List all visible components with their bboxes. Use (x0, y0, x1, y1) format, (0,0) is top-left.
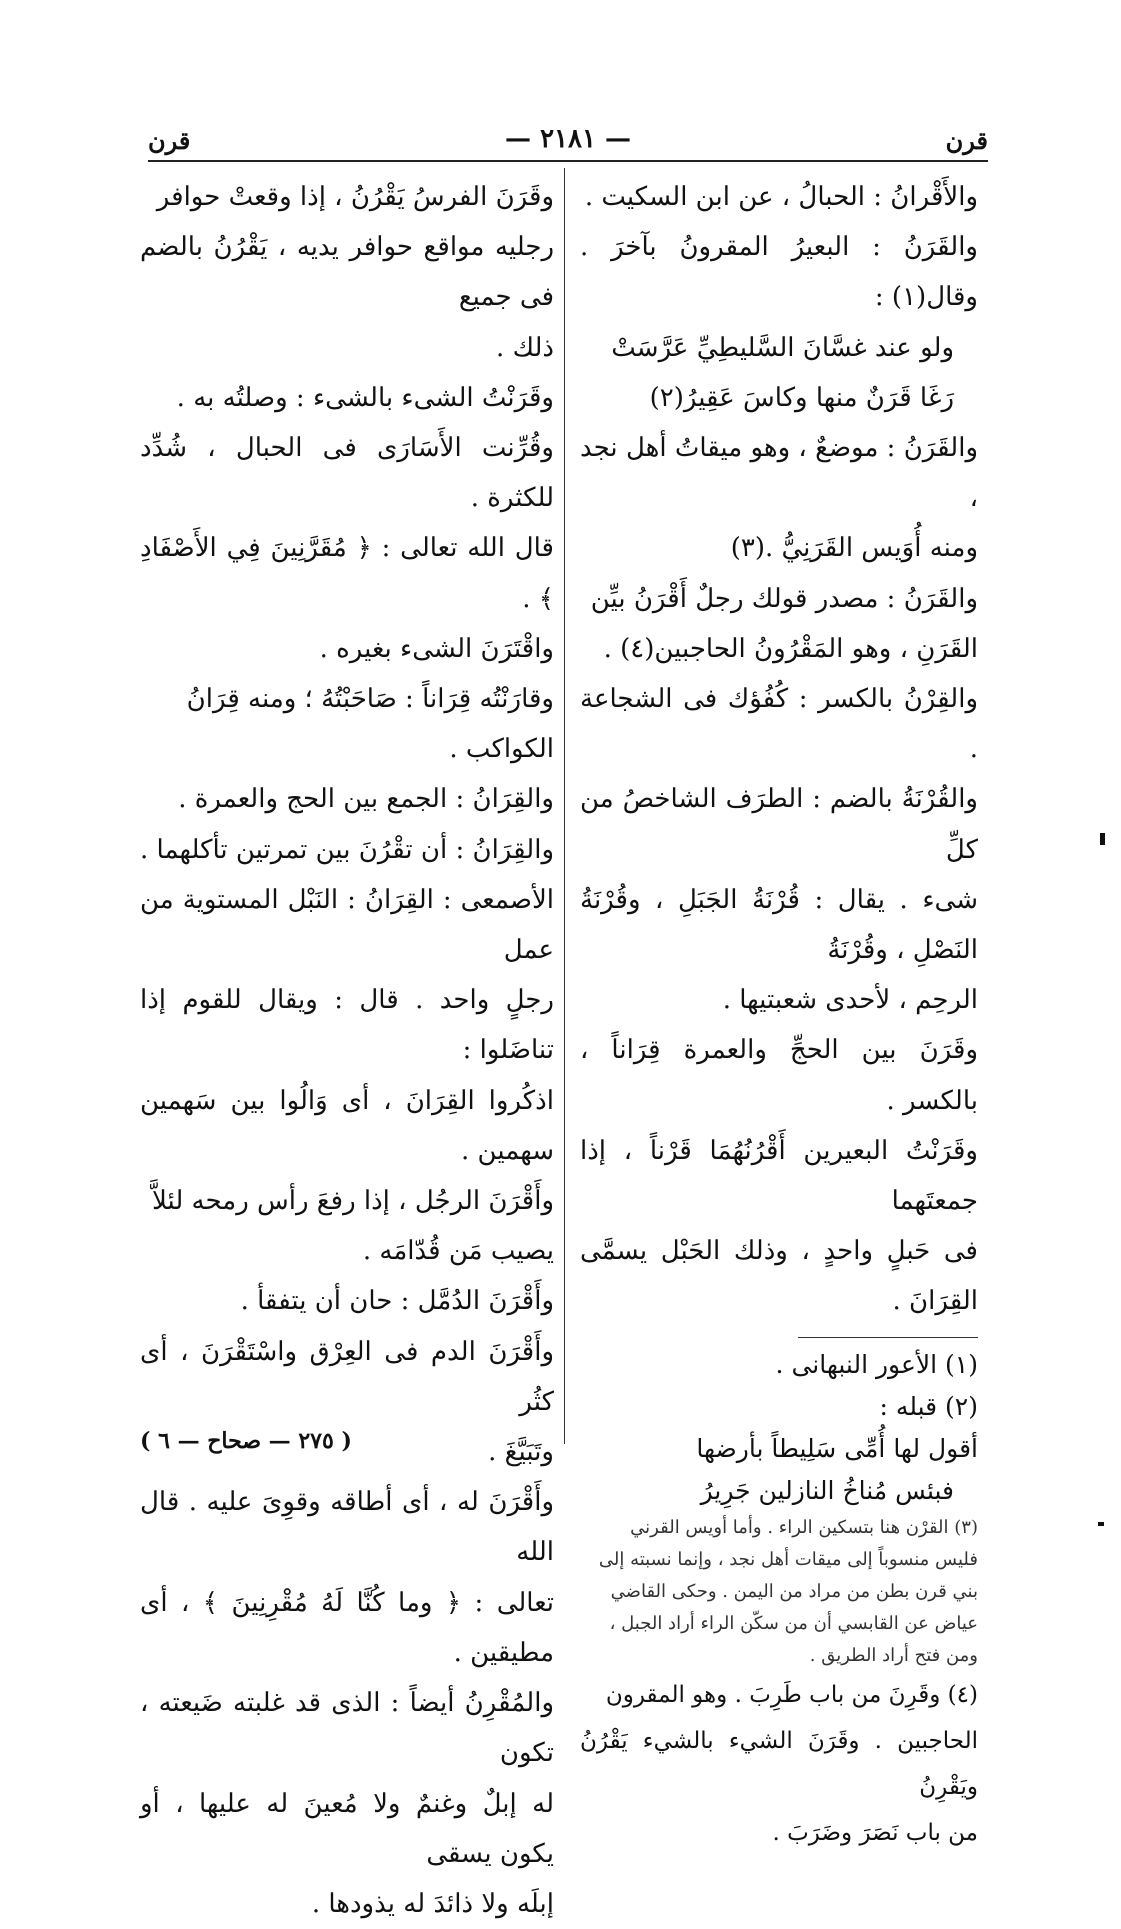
text-line: وقَرَنَ بين الحجِّ والعمرة قِرَاناً ، بالكسر . (580, 1035, 978, 1116)
text-line: والقِرْنُ بالكسر : كُفُؤك فى الشجاعة . (580, 684, 978, 765)
footnote-4-line: من باب نَصَرَ وضَرَبَ . (772, 1819, 978, 1846)
header-rule (148, 160, 988, 162)
footnote-rule (798, 1337, 978, 1338)
text-line: ومنه أُوَيس القَرَنِيُّ .(٣) (730, 533, 978, 564)
verse-line: ولو عند غسَّانَ السَّليطِيِّ عَرَّسَتْ (611, 332, 954, 363)
footnote-3-line: عياض عن القابسي أن من سكّن الراء أراد الجبل ، (609, 1612, 978, 1634)
footnote-2-label: (٢) قبله : (879, 1391, 978, 1421)
text-line: رجلٍ واحد . قال : ويقال للقوم إذا تناضَلوا : (140, 985, 554, 1066)
text-line: الكواكب . (449, 734, 554, 765)
page-number: — ٢١٨١ — (505, 124, 631, 154)
text-line: واقْتَرَنَ الشىء بغيره . (319, 633, 554, 664)
left-column (140, 172, 554, 1929)
footnote-3-line: ومن فتح أراد الطريق . (809, 1644, 978, 1666)
footnote-3-line: فليس منسوباً إلى ميقات أهل نجد ، وإنما نسبته إلى (598, 1548, 978, 1570)
footnote-4-line: الحاجبين . وقَرَنَ الشيء بالشيء يَقْرُنُ ويَقْرِنُ (580, 1727, 978, 1800)
footnote-2-verse: أقول لها أُمِّى سَلِيطاً بأرضها (696, 1433, 978, 1463)
text-line: يصيب مَن قُدّامَه . (362, 1236, 554, 1267)
footnote-1: (١) الأعور النبهانى . (775, 1349, 978, 1379)
scan-mark (1098, 1522, 1104, 1526)
footnote-4-line: (٤) وقَرِنَ من باب طَرِبَ . وهو المقرون (605, 1681, 978, 1708)
text-line: الأصمعى : القِرَانُ : النَبْل المستوية من عمل (140, 884, 554, 966)
page-header (148, 120, 988, 160)
text-line: وأَقْرَنَ الدم فى العِرْق واسْتَقْرَنَ ، أى كثُر (140, 1336, 554, 1417)
text-line: وأَقْرَنَ الرجُل ، إذا رفعَ رأس رمحه لئلاَّ (152, 1186, 554, 1217)
text-line: وقَرَنْتُ الشىء بالشىء : وصلتُه به . (176, 382, 554, 413)
text-line: قال الله تعالى : ﴿ مُقَرَّنِينَ فِي الأَصْفَادِ ﴾ . (140, 533, 554, 614)
footnote-3-line: بني قرن بطن من مراد من اليمن . وحكى القاضي (610, 1580, 978, 1602)
text-line: وأَقْرَنَ الدُمَّل : حان أن يتفقأ . (240, 1286, 554, 1317)
footnote-2-verse: فبئس مُناخُ النازلين جَرِيرُ (700, 1475, 954, 1505)
text-line: وقارَنْتُه قِرَاناً : صَاحَبْتُهُ ؛ ومنه قِرَانُ (186, 684, 554, 715)
text-line: والأَقْرانُ : الحبالُ ، عن ابن السكيت . (584, 182, 978, 212)
text-line: القَرَنِ ، وهو المَقْرُونُ الحاجبين(٤) . (603, 633, 978, 664)
text-line: والقُرْنَةُ بالضم : الطرَف الشاخصُ من كلِّ (580, 784, 978, 865)
text-line: وأَقْرَنَ له ، أى أطاقه وقوِىَ عليه . قال الله (140, 1487, 554, 1568)
running-headword-left: قرن (148, 126, 191, 155)
text-line: والقَرَنُ : البعيرُ المقرونُ بآخرَ . وقال(١) : (580, 232, 978, 313)
text-line: والمُقْرِنُ أيضاً : الذى قد غلبته ضَيعته ، تكون (140, 1688, 554, 1769)
scan-mark (1100, 833, 1105, 845)
text-line: وتَبَيَّغَ . (488, 1437, 554, 1468)
text-line: الرحِم ، لأحدى شعبتيها . (722, 985, 978, 1016)
text-line: والقِرَانُ : أن تقْرُنَ بين تمرتين تأكلهما . (140, 834, 554, 865)
text-line: وقَرَنْتُ البعيرين أَقْرُنُهُمَا قَرْناً ، إذا جمعتَهما (580, 1135, 978, 1217)
text-line: رجليه مواقع حوافر يديه ، يَقْرُنُ بالضم فى جميع (140, 232, 554, 313)
text-line: إبلَه ولا ذائدَ له يذودها . (311, 1888, 554, 1919)
text-line: اذكُروا القِرَانَ ، أى وَالُوا بين سَهمين سهمين . (140, 1085, 554, 1166)
column-divider (564, 168, 565, 1444)
text-line: والقِرَانُ : الجمع بين الحج والعمرة . (178, 784, 554, 815)
running-headword-right: قرن (945, 126, 988, 155)
text-line: والقَرَنُ : مصدر قولك رجلٌ أَقْرَنُ بيِّن (590, 583, 978, 614)
printer-signature: ( ٢٧٥ — صحاح — ٦ ) (140, 1428, 352, 1454)
text-line: والقَرَنُ : موضعٌ ، وهو ميقاتُ أهل نجد ، (580, 433, 978, 514)
right-column (580, 172, 978, 1856)
text-line: ذلك . (496, 332, 554, 363)
text-line: تعالى : ﴿ وما كُنَّا لَهُ مُقْرِنِينَ ﴾ ، أى مطيقين . (140, 1587, 554, 1668)
text-line: فى حَبلٍ واحدٍ ، وذلك الحَبْل يسمَّى القِرَانَ . (580, 1236, 978, 1317)
text-line: له إبلٌ وغنمٌ ولا مُعينَ له عليها ، أو يكون يسقى (140, 1788, 554, 1869)
footnote-3-line: (٣) القرْن هنا بتسكين الراء . وأما أويس القرني (630, 1516, 978, 1538)
text-line: شىء . يقال : قُرْنَةُ الجَبَلِ ، وقُرْنَةُ النَصْلِ ، وقُرْنَةُ (580, 884, 978, 966)
text-line: وقَرَنَ الفرسُ يَقْرُنُ ، إذا وقعتْ حوافر (156, 182, 554, 212)
verse-line: رَغَا قَرَنٌ منها وكاسَ عَقِيرُ(٢) (649, 382, 954, 413)
text-line: وقُرِّنت الأَسَارَى فى الحبال ، شُدِّد للكثرة . (140, 433, 554, 514)
